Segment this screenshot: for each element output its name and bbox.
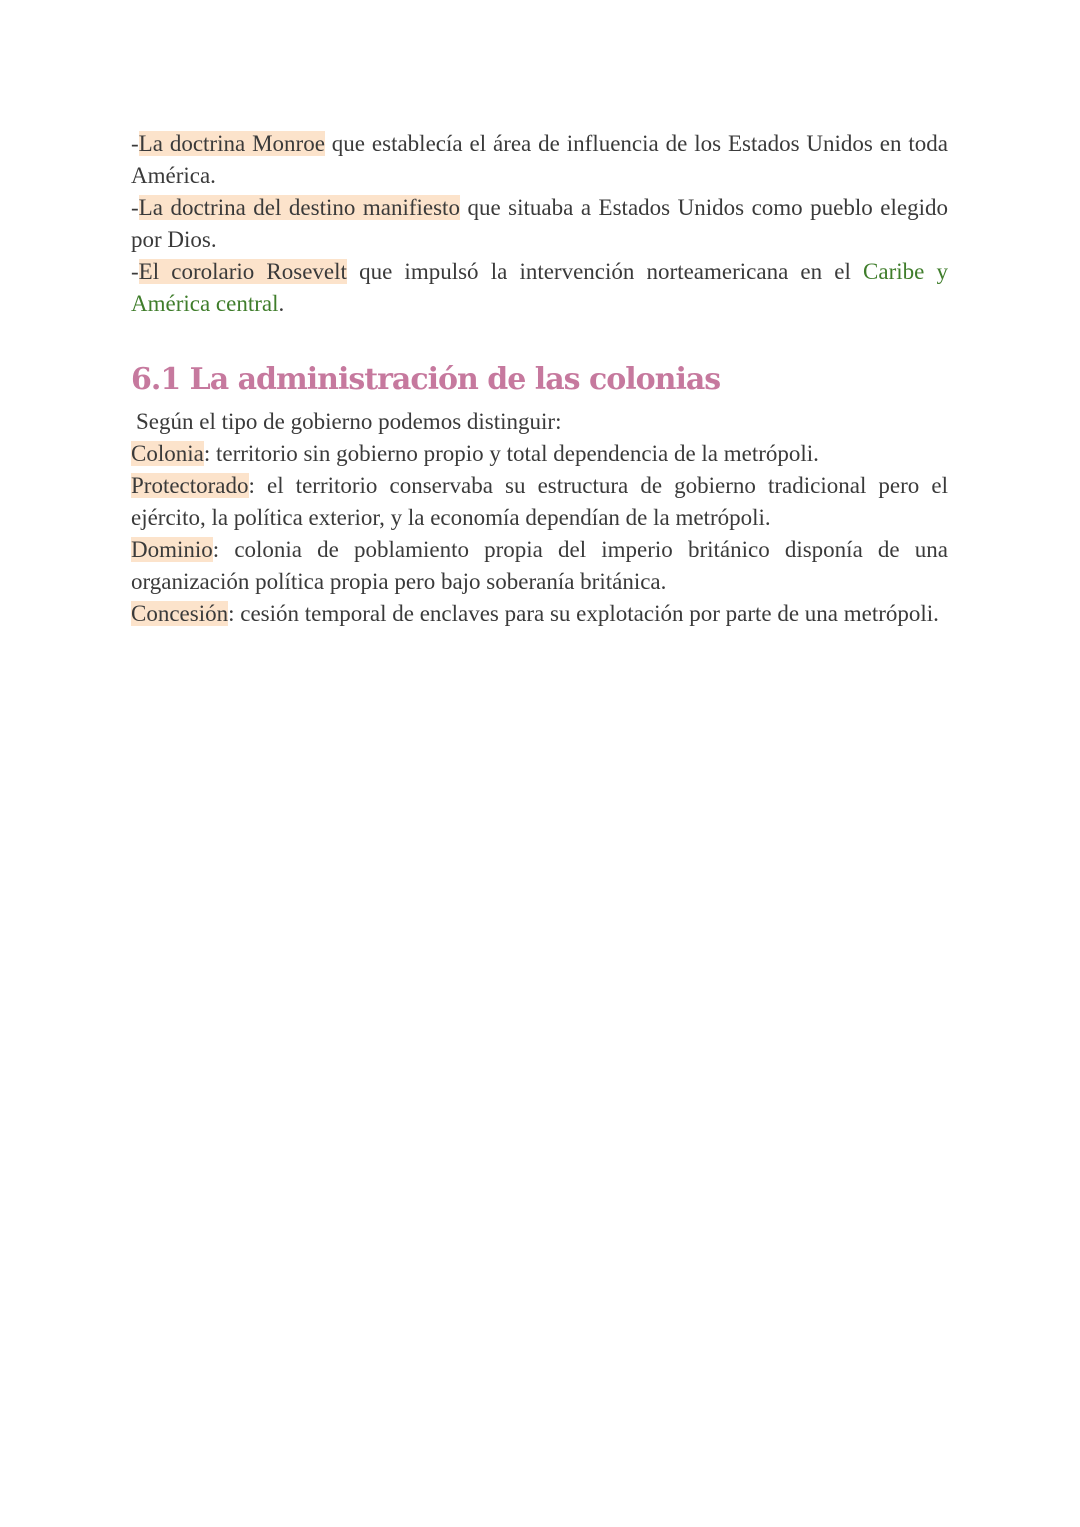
definition-term: Colonia	[131, 441, 204, 466]
definition-dominio	[131, 534, 948, 598]
section-intro: Según el tipo de gobierno podemos distinguir:	[136, 409, 562, 434]
green-text: Caribe y América central	[131, 259, 949, 316]
bullet-monroe	[131, 128, 948, 192]
definition-text: : el territorio conservaba su estructura de gobierno tradicional pero el ejército, la política exterior, y la economía dependían de la metrópoli.	[131, 473, 948, 530]
definition-text: : cesión temporal de enclaves para su explotación por parte de una metrópoli.	[228, 601, 939, 626]
bullet-text: que situaba a Estados Unidos como pueblo elegido por Dios.	[131, 195, 948, 252]
bullet-text: que establecía el área de influencia de los Estados Unidos en toda América.	[131, 131, 948, 188]
bullet-prefix: -	[131, 131, 139, 156]
bullet-destino-manifiesto	[131, 192, 948, 256]
document-page	[131, 128, 948, 630]
bullet-prefix: -	[131, 259, 139, 284]
bullet-end: .	[278, 291, 285, 316]
highlighted-term: La doctrina Monroe	[138, 131, 325, 156]
highlighted-term: El corolario Rosevelt	[138, 259, 347, 284]
definition-term: Concesión	[131, 601, 229, 626]
definition-text: : territorio sin gobierno propio y total dependencia de la metrópoli.	[203, 441, 819, 466]
definition-text: : colonia de poblamiento propia del imperio británico disponía de una organización política propia pero bajo soberanía británica.	[131, 537, 948, 594]
definition-term: Protectorado	[131, 473, 249, 498]
bullet-prefix: -	[131, 195, 139, 220]
bullet-text: que impulsó la intervención norteamericana en el	[346, 259, 864, 284]
highlighted-term: La doctrina del destino manifiesto	[138, 195, 460, 220]
bullet-corolario-rosevelt	[131, 256, 948, 320]
definition-term: Dominio	[131, 537, 213, 562]
section-heading: 6.1 La administración de las colonias	[131, 362, 721, 397]
definition-colonia	[131, 438, 948, 470]
definition-concesion	[131, 598, 948, 630]
definition-protectorado	[131, 470, 948, 534]
